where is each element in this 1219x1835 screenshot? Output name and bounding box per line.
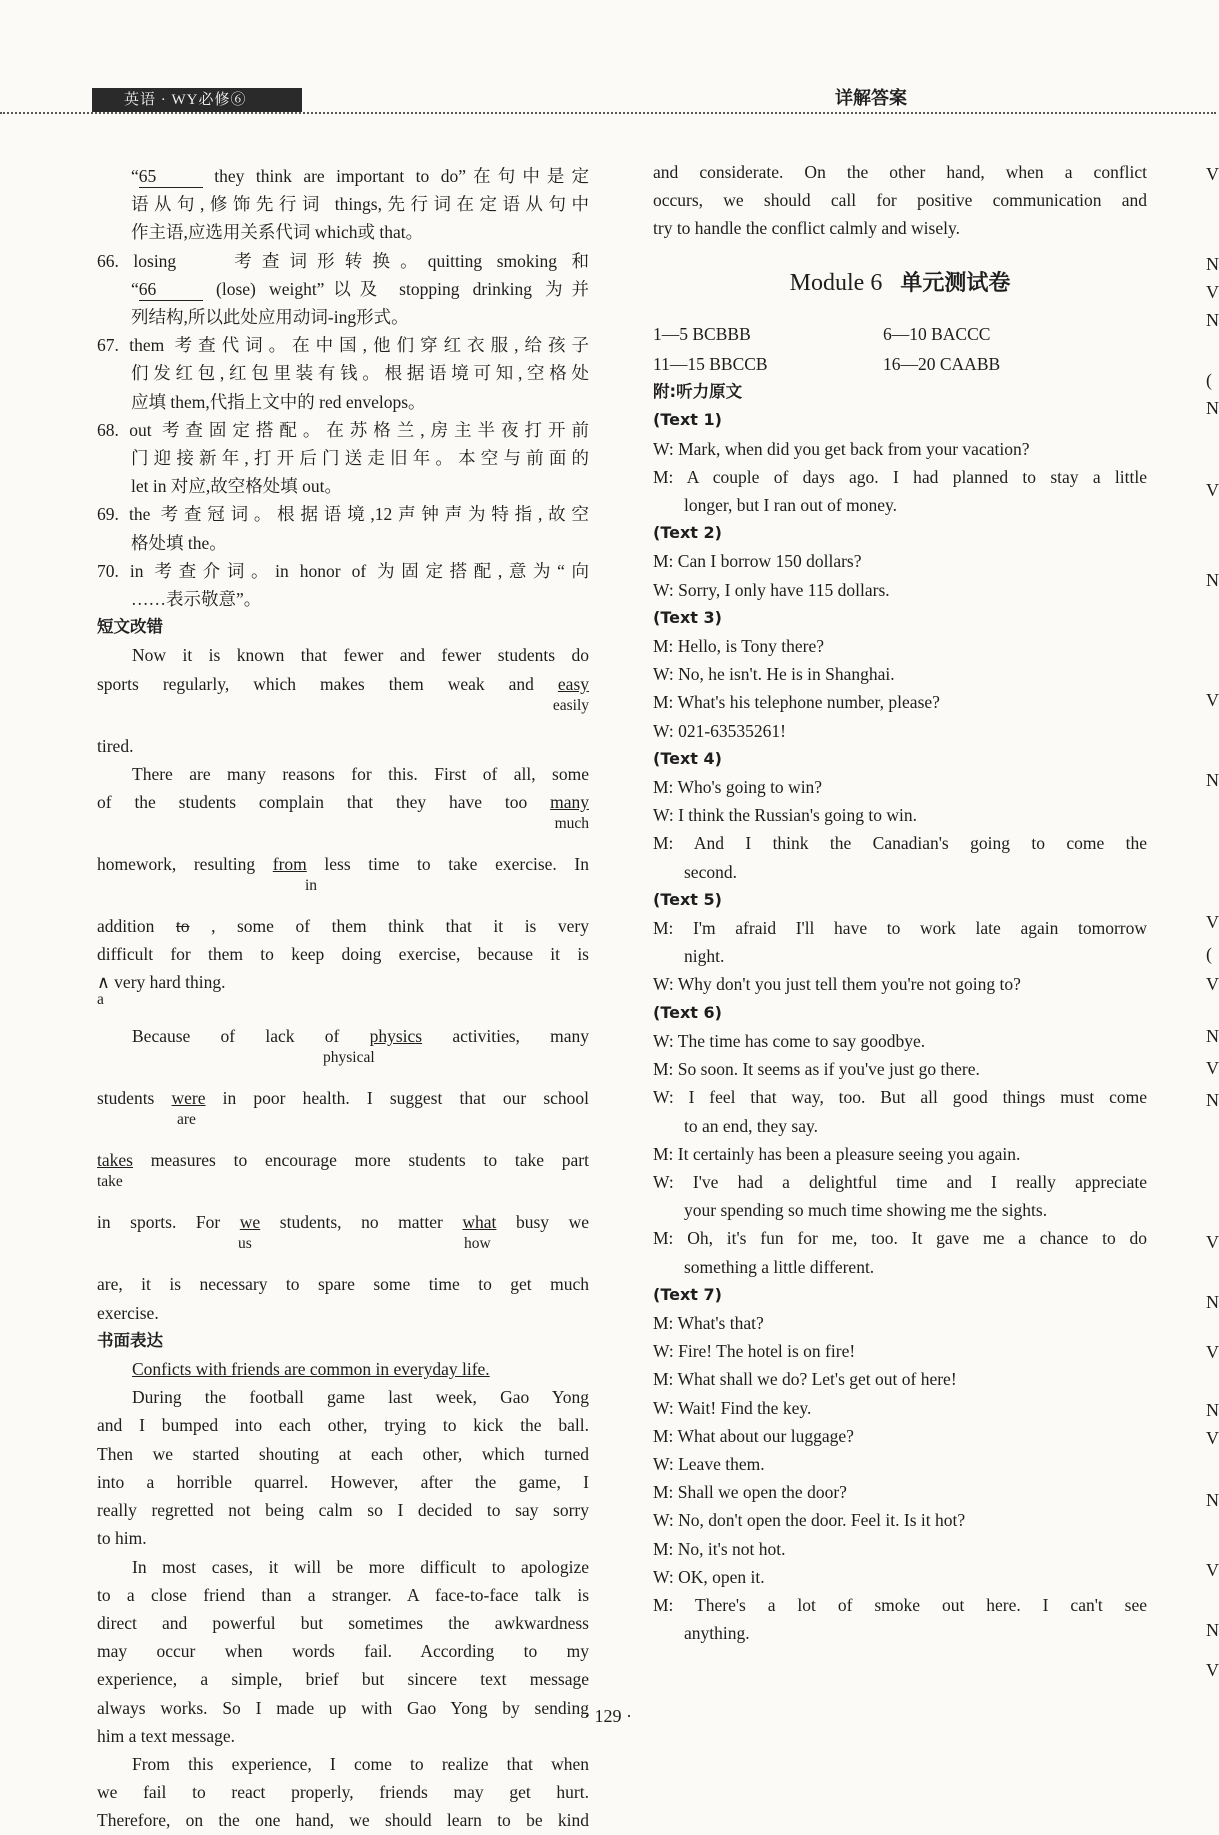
dialogue-line: W: I feel that way, too. But all good things must come to an end, they say. [653,1087,1147,1136]
correction-easily: easily [552,696,589,714]
text-label: (Text 3) [653,607,722,627]
dialogue-line: W: Leave them. [653,1453,765,1474]
answer-69: 69. the 考查冠词。根据语境,12声钟声为特指,故空 格处填 the。 [97,504,589,553]
right-column [653,158,1147,1647]
header-section-label: 详解答案 [835,88,907,109]
edge-fragment: N [1206,1292,1219,1312]
listening-heading: 附:听力原文 [653,382,743,402]
dialogue-line: M: What's his telephone number, please? [653,692,940,713]
answer-68: 68. out 考查固定搭配。在苏格兰,房主半夜打开前 门迎接新年,打开后门送走旧年。本空与前面的 let in 对应,故空格处填 out。 [97,419,589,497]
dialogue-line: M: A couple of days ago. I had planned to stay a little longer, but I ran out of money. [653,466,1147,516]
dialogue-line: M: Who's going to win? [653,777,823,798]
edge-fragment: V [1206,164,1219,184]
edge-fragment: N [1206,310,1219,330]
edge-fragment: V [1206,1058,1219,1078]
edge-fragment: V [1206,282,1219,302]
answer-key: 1—5 BCBBB 6—10 BACCC 11—15 BBCCB 16—20 CAABB [653,323,1001,375]
listening-transcript [653,406,1147,1647]
module-title: Module 6 单元测试卷 [789,269,1011,296]
essay-title: Conficts with friends are common in everyday life. [132,1359,490,1380]
text-label: (Text 5) [653,889,722,909]
answer-65-explanation: “65 they think are important to do”在句中是定 语从句,修饰先行词 things,先行词在定语从句中 作主语,应选用关系代词 which或 that。 [131,166,590,243]
dialogue-line: W: Wait! Find the key. [653,1397,812,1418]
edge-fragment: V [1206,1342,1219,1362]
dialogue-line: M: What about our luggage? [653,1425,854,1446]
dialogue-line: W: Mark, when did you get back from your vacation? [653,438,1030,459]
dialogue-line: M: Shall we open the door? [653,1482,847,1503]
edge-fragment: N [1206,1490,1219,1510]
dialogue-line: W: Sorry, I only have 115 dollars. [653,579,890,600]
dialogue-line: M: So soon. It seems as if you've just go there. [653,1059,980,1080]
writing-essay: Conficts with friends are common in everyday life. During the football game last week, Gao Yong and I bumped into each other, trying to kick the ball. Then we started shouting at each other, which turned into a horrible quarrel. However, after the game, I really regretted not being calm so I decided to say sorry to him. In most cases, it will be more difficult to apologize to a close friend than a stranger. A face-to-face talk is direct and powerful but sometimes the awkwardness may occur when words fail. According to my experience, a simple, brief but sincere text message always works. So I made up with Gao Yong by sending him a text message. From this experience, I come to realize that when we fail to react properly, friends may get hurt. Therefore, on the one hand, we should learn to be kind [97,1359,589,1831]
dialogue-line: M: There's a lot of smoke out here. I can't see anything. [653,1594,1147,1644]
edge-fragment: ( [1206,370,1212,390]
edge-fragment: V [1206,1560,1219,1580]
dialogue-line: W: Why don't you just tell them you're not going to? [653,974,1021,995]
dialogue-line: M: It certainly has been a pleasure seeing you again. [653,1143,1021,1164]
text-label: (Text 6) [653,1002,722,1022]
edge-fragment: N [1206,570,1219,590]
dialogue-line: M: What's that? [653,1312,764,1333]
dialogue-line: W: No, he isn't. He is in Shanghai. [653,664,895,685]
dialogue-line: W: The time has come to say goodbye. [653,1030,926,1051]
edge-fragment: N [1206,1400,1219,1420]
deleted-word: to [175,916,190,937]
edge-fragment: V [1206,1232,1219,1252]
dialogue-line: W: OK, open it. [653,1566,765,1587]
dialogue-line: M: What shall we do? Let's get out of here! [653,1369,957,1390]
dialogue-line: W: 021-63535261! [653,720,787,741]
text-label: (Text 7) [653,1284,722,1304]
edge-fragment: N [1206,1090,1219,1110]
dialogue-line: W: I've had a delightful time and I really appreciate your spending so much time showing me the sights. [653,1171,1147,1221]
edge-fragment: ( [1206,944,1212,964]
edge-fragment: N [1206,398,1219,418]
text-label: (Text 2) [653,523,722,543]
text-label: (Text 1) [653,410,722,430]
text-label: (Text 4) [653,748,722,768]
dialogue-line: W: No, don't open the door. Feel it. Is it hot? [653,1510,966,1531]
answer-67: 67. them 考查代词。在中国,他们穿红衣服,给孩子 们发红包,红包里装有钱。根据语境可知,空格处 应填 them,代指上文中的 red envelops。 [97,335,589,412]
dialogue-line: M: Can I borrow 150 dollars? [653,551,862,572]
section-heading-correction: 短文改错 [97,617,163,637]
dialogue-line: M: Hello, is Tony there? [653,636,824,657]
edge-fragment: N [1206,770,1219,790]
left-column [97,162,589,1835]
edge-fragment: V [1206,690,1219,710]
edge-fragment: V [1206,912,1219,932]
edge-fragment: V [1206,1428,1219,1448]
essay-continued: and considerate. On the other hand, when a conflict occurs, we should call for positive communication and try to handle the conflict calmly and wisely. [653,162,1147,239]
header-rule [0,112,1216,114]
section-heading-writing: 书面表达 [97,1330,163,1350]
edge-fragment: V [1206,480,1219,500]
edge-fragment: N [1206,254,1219,274]
edge-fragment: N [1206,1026,1219,1046]
error-correction-passage: Now it is known that fewer and fewer students do sports regularly, which makes them weak and easy easily tired. There are many reasons for this. First of all, some of the students complain that they have too many much homework, resulting from less time to take exercise. In in addition to , some of them think that it is very difficult for them to keep doing exercise, because it is ∧ very hard thing. a Because of lack of physics activities, many physical students were in poor health. I suggest that our school are takes measures to encourage more students to take part take in sports. For we students, no matter what busy we us how are, it is necessary to spare some time to get much exercise. [97,645,590,1323]
dialogue-line: W: I think the Russian's going to win. [653,805,918,826]
page-number: · 129 · [584,1706,632,1726]
dialogue-line: M: I'm afraid I'll have to work late again tomorrow night. [653,918,1147,967]
edge-fragment: N [1206,1620,1219,1640]
edge-fragment: V [1206,974,1219,994]
dialogue-line: M: No, it's not hot. [653,1538,786,1559]
header-book-label: 英语 · WY必修⑥ [92,88,302,112]
answer-66: 66. losing 考查词形转换。quitting smoking 和 “66 (lose) weight”以及 stopping drinking 为并 列结构,所以此处应用动词-ing形式。 [97,250,590,328]
dialogue-line: W: Fire! The hotel is on fire! [653,1341,856,1362]
dialogue-line: M: Oh, it's fun for me, too. It gave me a chance to do something a little different. [653,1228,1147,1277]
answer-70: 70. in 考查介词。in honor of 为固定搭配,意为“向 ……表示敬意”。 [97,560,589,610]
edge-fragment: V [1206,1660,1219,1680]
dialogue-line: M: And I think the Canadian's going to come the second. [653,833,1147,882]
